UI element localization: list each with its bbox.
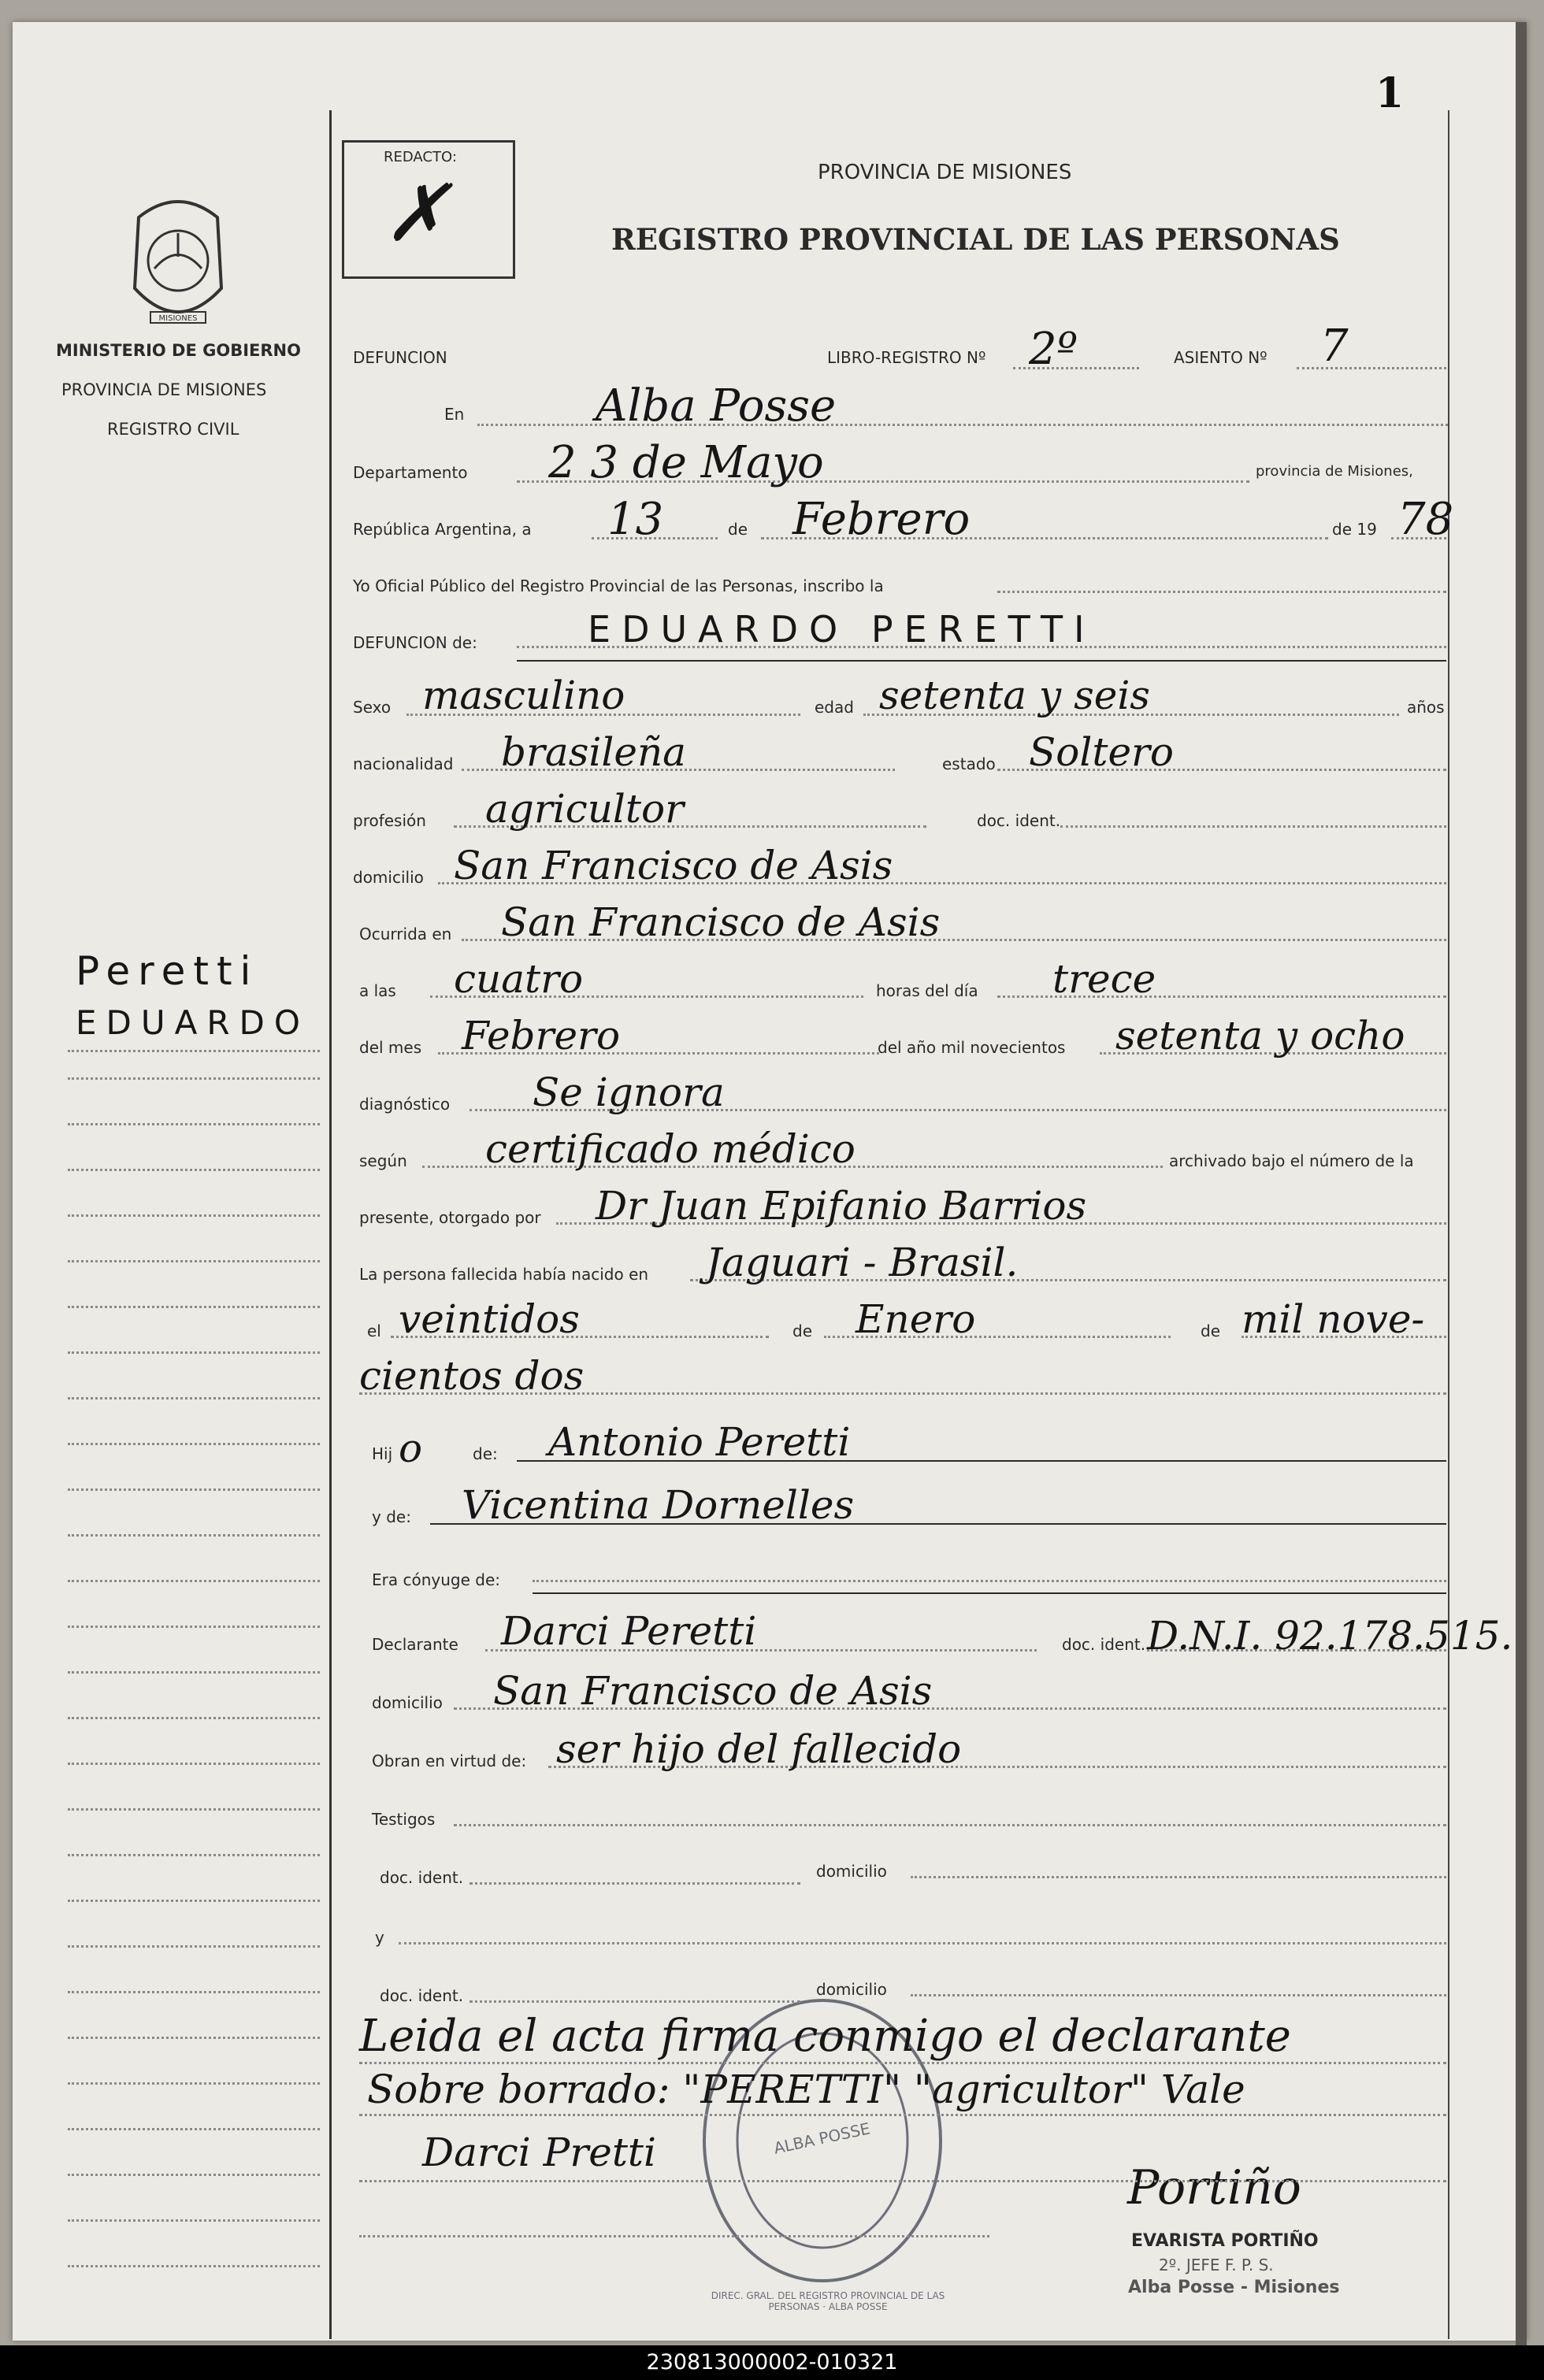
label-hijo-de: de: bbox=[473, 1444, 498, 1463]
value-segun: certificado médico bbox=[485, 1126, 856, 1172]
margin-note-surname: Peretti bbox=[76, 948, 259, 994]
round-stamp-text: DIREC. GRAL. DEL REGISTRO PROVINCIAL DE LAS PERSONAS · ALBA POSSE bbox=[711, 2290, 945, 2312]
solid-rule bbox=[517, 1460, 1446, 1462]
margin-dotted-line bbox=[68, 1443, 320, 1445]
decl-signature: Darci Pretti bbox=[422, 2130, 656, 2175]
solid-rule bbox=[430, 1523, 1446, 1525]
value-domicilio: San Francisco de Asis bbox=[454, 843, 893, 888]
value-hijo-o: o bbox=[399, 1425, 423, 1471]
margin-dotted-line bbox=[68, 1214, 320, 1217]
closing-line1: Leida el acta firma conmigo el declarante bbox=[359, 2011, 1291, 2062]
label-profesion: profesión bbox=[353, 811, 426, 830]
official-signature: Portiño bbox=[1127, 2160, 1301, 2215]
margin-dotted-line bbox=[68, 1580, 320, 1582]
dotted-fill-line bbox=[997, 591, 1446, 593]
dotted-fill-line bbox=[399, 1942, 1446, 1944]
seal-text: MISIONES bbox=[158, 314, 198, 323]
stamp-official-place: Alba Posse - Misiones bbox=[1128, 2278, 1340, 2297]
value-mes: Febrero bbox=[462, 1013, 621, 1058]
label-diagnostico: diagnóstico bbox=[359, 1095, 451, 1114]
margin-dotted-line bbox=[68, 1169, 320, 1171]
value-day: 13 bbox=[607, 494, 664, 545]
margin-dotted-line bbox=[68, 1991, 320, 1993]
value-presente: Dr Juan Epifanio Barrios bbox=[596, 1183, 1087, 1229]
ministry-seal-icon bbox=[123, 194, 233, 335]
ministry-line1: MINISTERIO DE GOBIERNO bbox=[56, 341, 301, 360]
label-delmes: del mes bbox=[359, 1038, 422, 1057]
solid-rule bbox=[517, 660, 1446, 662]
margin-dotted-line bbox=[68, 1900, 320, 1902]
dotted-fill-line bbox=[911, 1876, 1446, 1878]
margin-note-rule bbox=[68, 1050, 320, 1052]
label-anos: años bbox=[1407, 698, 1445, 717]
label-ocurrida: Ocurrida en bbox=[359, 925, 452, 943]
margin-note-name: EDUARDO bbox=[76, 1003, 310, 1042]
redacto-label: REDACTO: bbox=[384, 149, 457, 165]
dotted-fill-line bbox=[359, 2062, 1446, 2064]
value-profesion: agricultor bbox=[485, 786, 685, 832]
label-testigos: Testigos bbox=[372, 1810, 436, 1829]
margin-dotted-line bbox=[68, 1488, 320, 1491]
dotted-fill-line bbox=[359, 2180, 1446, 2182]
label-horas: horas del día bbox=[876, 981, 978, 1000]
margin-dotted-line bbox=[68, 1763, 320, 1765]
label-de: de bbox=[728, 520, 748, 539]
margin-dotted-line bbox=[68, 1945, 320, 1948]
value-nacionalidad: brasileña bbox=[501, 729, 686, 775]
margin-dotted-line bbox=[68, 1397, 320, 1399]
label-en: En bbox=[444, 405, 465, 424]
label-asiento: ASIENTO Nº bbox=[1174, 348, 1267, 367]
margin-dotted-line bbox=[68, 1534, 320, 1537]
dotted-fill-line bbox=[1060, 825, 1446, 828]
solid-rule bbox=[533, 1592, 1446, 1594]
value-asiento: 7 bbox=[1320, 321, 1349, 372]
value-diagnostico: Se ignora bbox=[533, 1070, 725, 1115]
header-title: REGISTRO PROVINCIAL DE LAS PERSONAS bbox=[611, 222, 1340, 257]
label-t2-dom: domicilio bbox=[816, 1980, 887, 1999]
value-el-ano: mil nove- bbox=[1242, 1296, 1425, 1342]
dotted-fill-line bbox=[533, 1580, 1446, 1582]
margin-dotted-line bbox=[68, 1854, 320, 1856]
redacto-box bbox=[342, 140, 515, 279]
dotted-fill-line bbox=[454, 1824, 1446, 1826]
margin-dotted-line bbox=[68, 2128, 320, 2130]
label-t-doc: doc. ident. bbox=[380, 1868, 464, 1887]
label-doc-ident: doc. ident. bbox=[977, 811, 1061, 830]
label-provincia: provincia de Misiones, bbox=[1256, 463, 1413, 480]
value-decl-doc: D.N.I. 92.178.515. bbox=[1147, 1613, 1513, 1659]
label-de2: de bbox=[792, 1322, 812, 1340]
margin-dotted-line bbox=[68, 1717, 320, 1719]
margin-dotted-line bbox=[68, 2082, 320, 2085]
svg-text:ALBA POSSE: ALBA POSSE bbox=[772, 2119, 872, 2158]
label-yde: y de: bbox=[372, 1507, 411, 1526]
value-yde: Vicentina Dornelles bbox=[462, 1482, 855, 1528]
label-archivado: archivado bajo el número de la bbox=[1169, 1151, 1414, 1170]
value-el: veintidos bbox=[399, 1296, 580, 1342]
label-estado: estado bbox=[942, 754, 996, 773]
label-de3: de bbox=[1201, 1322, 1220, 1340]
label-conyuge: Era cónyuge de: bbox=[372, 1570, 500, 1589]
label-hijo: Hij bbox=[372, 1444, 393, 1463]
stamp-official-role: 2º. JEFE F. P. S. bbox=[1159, 2256, 1274, 2274]
value-decl-dom: San Francisco de Asis bbox=[493, 1668, 933, 1714]
label-departamento: Departamento bbox=[353, 463, 468, 482]
value-departamento: 2 3 de Mayo bbox=[548, 437, 824, 488]
label-nacionalidad: nacionalidad bbox=[353, 754, 454, 773]
label-t2-doc: doc. ident. bbox=[380, 1986, 464, 2005]
page-number: 1 bbox=[1375, 69, 1405, 117]
label-libro: LIBRO-REGISTRO Nº bbox=[827, 348, 986, 367]
label-republica: República Argentina, a bbox=[353, 520, 532, 539]
label-y: y bbox=[375, 1928, 384, 1947]
dotted-fill-line bbox=[1297, 367, 1446, 369]
label-el: el bbox=[367, 1322, 381, 1340]
value-en: Alba Posse bbox=[596, 380, 837, 432]
label-decl-doc: doc. ident. bbox=[1062, 1635, 1146, 1654]
label-alas: a las bbox=[359, 981, 396, 1000]
value-dia: trece bbox=[1052, 956, 1156, 1002]
label-defuncion-de: DEFUNCION de: bbox=[353, 633, 477, 652]
value-ano: setenta y ocho bbox=[1115, 1013, 1405, 1058]
value-sexo: masculino bbox=[422, 673, 625, 718]
margin-dotted-line bbox=[68, 1123, 320, 1125]
ministry-line3: REGISTRO CIVIL bbox=[107, 420, 239, 439]
value-month: Febrero bbox=[792, 494, 971, 545]
label-declarante: Declarante bbox=[372, 1635, 458, 1654]
value-obran: ser hijo del fallecido bbox=[556, 1726, 962, 1772]
dotted-fill-line bbox=[470, 2000, 800, 2003]
left-margin-rule bbox=[329, 110, 332, 2339]
value-el-ano-cont: cientos dos bbox=[359, 1353, 585, 1399]
book-edge bbox=[1516, 22, 1527, 2353]
redacto-mark: ✗ bbox=[384, 167, 450, 259]
label-obran: Obran en virtud de: bbox=[372, 1752, 527, 1770]
dotted-fill-line bbox=[359, 2114, 1446, 2116]
closing-line2: Sobre borrado: "PERETTI" "agricultor" Vale bbox=[367, 2067, 1245, 2112]
dotted-fill-line bbox=[470, 1882, 800, 1885]
label-presente: presente, otorgado por bbox=[359, 1208, 541, 1227]
label-de19: de 19 bbox=[1332, 520, 1377, 539]
label-delano: del año mil novecientos bbox=[878, 1038, 1066, 1057]
header-province: PROVINCIA DE MISIONES bbox=[818, 161, 1072, 184]
margin-dotted-line bbox=[68, 1351, 320, 1354]
margin-dotted-line bbox=[68, 2219, 320, 2222]
label-segun: según bbox=[359, 1151, 407, 1170]
margin-dotted-line bbox=[68, 1306, 320, 1308]
label-defuncion: DEFUNCION bbox=[353, 348, 447, 367]
right-margin-rule bbox=[1448, 110, 1449, 2339]
margin-dotted-line bbox=[68, 2265, 320, 2267]
label-decl-dom: domicilio bbox=[372, 1693, 443, 1712]
ministry-line2: PROVINCIA DE MISIONES bbox=[61, 380, 267, 399]
dotted-fill-line bbox=[911, 1994, 1446, 1996]
value-edad: setenta y seis bbox=[879, 673, 1150, 718]
margin-dotted-line bbox=[68, 2174, 320, 2176]
value-year: 78 bbox=[1397, 494, 1454, 545]
value-libro: 2º bbox=[1029, 324, 1078, 375]
margin-dotted-line bbox=[68, 2037, 320, 2039]
value-ocurrida: San Francisco de Asis bbox=[501, 899, 941, 945]
margin-dotted-line bbox=[68, 1626, 320, 1628]
margin-dotted-line bbox=[68, 1077, 320, 1080]
value-nacido: Jaguari - Brasil. bbox=[706, 1240, 1019, 1285]
value-declarante: Darci Peretti bbox=[501, 1608, 757, 1654]
value-hijo: Antonio Peretti bbox=[548, 1419, 851, 1465]
value-defuncion-de: EDUARDO PERETTI bbox=[588, 608, 1096, 651]
footer-id-bar: 230813000002-010321 bbox=[0, 2345, 1544, 2380]
dotted-fill-line bbox=[359, 2235, 989, 2237]
value-alas: cuatro bbox=[454, 956, 584, 1002]
stamp-official-name: EVARISTA PORTIÑO bbox=[1131, 2231, 1319, 2251]
label-domicilio: domicilio bbox=[353, 868, 424, 887]
label-edad: edad bbox=[815, 698, 854, 717]
margin-dotted-line bbox=[68, 1260, 320, 1262]
label-t-dom: domicilio bbox=[816, 1862, 887, 1881]
value-estado: Soltero bbox=[1029, 729, 1175, 775]
value-el-mes: Enero bbox=[856, 1296, 976, 1342]
margin-dotted-line bbox=[68, 1671, 320, 1674]
margin-dotted-line bbox=[68, 1808, 320, 1811]
label-nacido: La persona fallecida había nacido en bbox=[359, 1265, 649, 1284]
label-sexo: Sexo bbox=[353, 698, 392, 717]
label-yo: Yo Oficial Público del Registro Provincial de las Personas, inscribo la bbox=[353, 576, 884, 595]
document-page bbox=[13, 22, 1527, 2341]
